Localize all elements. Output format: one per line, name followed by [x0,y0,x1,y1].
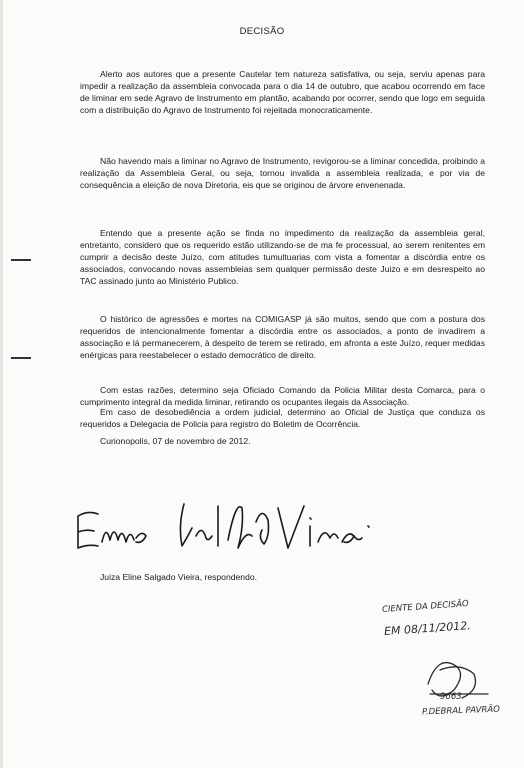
signer-name: Juiza Eline Salgado Vieira, respondendo. [100,572,258,582]
page-title: DECISÃO [239,26,285,37]
handwritten-receipt [370,594,520,764]
paragraph-6 [80,406,485,430]
paragraph-1-text: Alerto aos autores que a presente Cautelar tem natureza satisfativa, ou seja, serviu apenas para impedir a realização da assembleia convocada para o dia 14 de outubro, que acabou ocorrendo em face de liminar em sede Agravo de Instrumento em plantão, acabando por ocorrer, sendo que logo em seguida com a distribuição do Agravo de Instrumento foi rejeitada monocraticamente. [80,69,485,115]
paragraph-4 [80,313,485,361]
paragraph-2 [80,155,485,191]
receipt-note-line4: P.DEBRAL PAVRÃO [421,704,501,718]
paragraph-4-text: O histórico de agressões e mortes na COMIGASP já são muitos, sendo que com a postura dos requeridos de intencionalmente fomentar a discórdia entre os associados, a ponto de invadirem a associação e lá permanecerem, à despeito de terem se retirado, em afronta a este Juízo, requer medidas enérgicas para reestabelecer o estado democrático de direito. [80,314,485,360]
paragraph-3 [80,227,485,287]
scan-edge [0,0,3,768]
paragraph-5-text: Com estas razões, determino seja Oficiado Comando da Policia Militar desta Comarca, para o cumprimento integral da medida liminar, retirando os ocupantes ilegais da Associação. [80,385,485,407]
margin-mark [11,259,31,261]
paragraph-1 [80,68,485,116]
margin-mark [11,357,31,359]
paragraph-2-text: Não havendo mais a liminar no Agravo de Instrumento, revigorou-se a liminar concedida, proibindo a realização da Assembleia Geral, ou seja, tornou invalida a assembleia realizada, e por via de consequência a eleição de nova Diretoria, eis que se originou de árvore envenenada. [80,156,485,190]
receipt-note-line3: 9663 [440,692,462,702]
receipt-note-line1: CIENTE DA DECISÃO [381,598,470,616]
paragraph-6-text: Em caso de desobediência a ordem judicial, determino ao Oficial de Justiça que conduza os requeridos a Delegacia de Policia para registro do Boletim de Ocorrência. [80,407,485,429]
paragraph-3-text: Entendo que a presente ação se finda no impedimento da realização da assembleia geral, entretanto, considero que os requerido estão utilizando-se de ma fe processual, ao serem renitentes em cumprir a decisão deste Juízo, com atitudes tumultuarias com vista a fomentar a discórdia entre os associados, convocando novas assembleias sem qualquer permissão deste Juizo e em desrespeito ao TAC assinado junto ao Ministério Publico. [80,228,485,286]
judge-signature [72,486,392,556]
receipt-note-line2: EM 08/11/2012. [383,618,472,639]
date-line: Curionopolis, 07 de novembro de 2012. [100,436,251,446]
paragraph-5 [80,384,485,408]
